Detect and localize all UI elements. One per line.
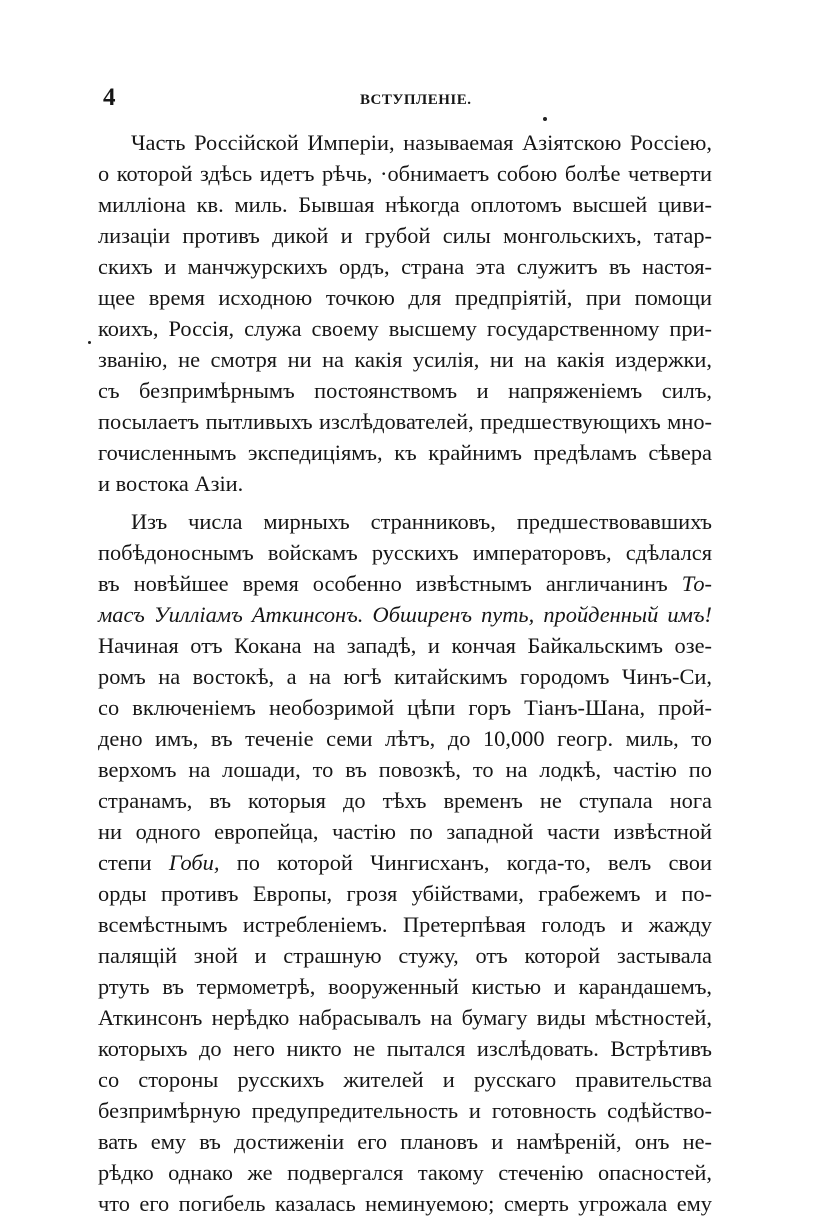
text-line: Начиная отъ Кокана на западѣ, и кончая Байкальскимъ озе- (98, 633, 712, 658)
text-line: вать ему въ достиженіи его плановъ и намѣреній, онъ не- (98, 1129, 712, 1154)
print-speck (88, 341, 91, 344)
text-fragment: степи (98, 850, 152, 875)
text-line: и востока Азіи. (98, 471, 244, 496)
text-line: всемѣстнымъ истребленіемъ. Претерпѣвая голодъ и жажду (98, 912, 712, 937)
text-line: ртуть въ термометрѣ, вооруженный кистью и карандашемъ, (98, 974, 712, 999)
text-line: странамъ, въ которыя до тѣхъ временъ не ступала нога (98, 788, 712, 813)
text-fragment: которой Чингисханъ, когда-то, велъ свои (277, 850, 712, 875)
body-text (98, 127, 712, 1219)
text-line: побѣдоноснымъ войскамъ русскихъ императоровъ, сдѣлался (98, 540, 712, 565)
text-line: щее время исходною точкою для предпріятій, при помощи (98, 285, 712, 310)
text-line: Аткинсонъ нерѣдко набрасывалъ на бумагу виды мѣстностей, (98, 1005, 712, 1030)
text-line: которыхъ до него никто не пытался изслѣдовать. Встрѣтивъ (98, 1036, 712, 1061)
italic-place-name: Гоби, (168, 850, 220, 875)
text-line: что его погибель казалась неминуемою; смерть угрожала ему (98, 1191, 712, 1216)
text-line-with-italic (98, 599, 712, 630)
text-line: Часть Россійской Имперіи, называемая Азіятскою Россіею, (131, 130, 712, 155)
text-fragment: по (236, 850, 260, 875)
paragraph-gap (98, 499, 712, 506)
text-line: орды противъ Европы, грозя убійствами, грабежемъ и по- (98, 881, 712, 906)
text-line: скихъ и манчжурскихъ ордъ, страна эта служитъ въ настоя- (98, 254, 712, 279)
italic-name: Уилліамъ Аткинсонъ. Обширенъ путь, пройденный имъ! (153, 602, 712, 627)
text-line: съ безпримѣрнымъ постоянствомъ и напряженіемъ силъ, (98, 378, 712, 403)
text-line: со стороны русскихъ жителей и русскаго правительства (98, 1067, 712, 1092)
text-line: коихъ, Россія, служа своему высшему государственному при- (98, 316, 712, 341)
text-line: ни одного европейца, частію по западной части извѣстной (98, 819, 712, 844)
italic-name-part: То- (681, 571, 712, 596)
text-line: со включеніемъ необозримой цѣпи горъ Тіанъ-Шана, прой- (98, 695, 712, 720)
text-line: дено имъ, въ теченіе семи лѣтъ, до 10,000 геогр. миль, то (98, 726, 712, 751)
text-line: лизаціи противъ дикой и грубой силы монгольскихъ, татар- (98, 223, 712, 248)
page-number: 4 (103, 84, 116, 111)
text-line: милліона кв. миль. Бывшая нѣкогда оплотомъ высшей циви- (98, 192, 712, 217)
text-line: верхомъ на лошади, то въ повозкѣ, то на лодкѣ, частію по (98, 757, 712, 782)
text-line: о которой здѣсь идетъ рѣчь, ·обнимаетъ собою болѣе четверти (98, 161, 712, 186)
running-title: ВСТУПЛЕНІЕ. (360, 92, 472, 108)
text-line: ромъ на востокѣ, а на югѣ китайскимъ городомъ Чинъ-Си, (98, 664, 712, 689)
text-fragment: въ новѣйшее время особенно извѣстнымъ англичанинъ (98, 571, 668, 596)
italic-name-part: масъ (98, 602, 145, 627)
text-line: палящій зной и страшную стужу, отъ которой застывала (98, 943, 712, 968)
text-line: безпримѣрную предупредительность и готовность содѣйство- (98, 1098, 712, 1123)
print-speck (543, 117, 547, 121)
text-line-with-italic (98, 847, 712, 878)
text-line: званію, не смотря ни на какія усилія, ни на какія издержки, (98, 347, 712, 372)
text-line: посылаетъ пытливыхъ изслѣдователей, предшествующихъ мно- (98, 409, 712, 434)
text-line: Изъ числа мирныхъ странниковъ, предшествовавшихъ (131, 509, 712, 534)
text-line: рѣдко однако же подвергался такому стеченію опасностей, (98, 1160, 712, 1185)
text-line: гочисленнымъ экспедиціямъ, къ крайнимъ предѣламъ сѣвера (98, 440, 712, 465)
text-line-with-italic (98, 568, 712, 599)
